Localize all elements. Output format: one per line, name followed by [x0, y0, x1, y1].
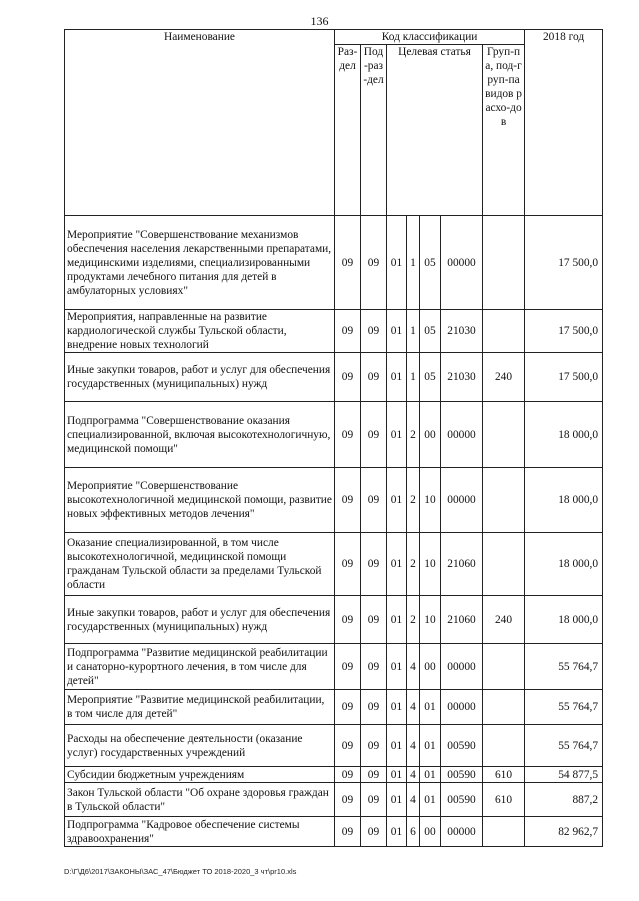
- row-expense-group: [483, 402, 525, 468]
- table-row: [65, 533, 603, 596]
- row-razdel: 09: [335, 216, 361, 310]
- row-podrazdel: 09: [361, 690, 387, 725]
- row-target-direction: 00000: [441, 817, 483, 847]
- row-podrazdel: 09: [361, 468, 387, 533]
- row-name: Субсидии бюджетным учреждениям: [65, 767, 335, 783]
- header-year: 2018 год: [525, 30, 603, 216]
- row-target-direction: 21060: [441, 596, 483, 644]
- table-row: [65, 468, 603, 533]
- row-expense-group: 610: [483, 783, 525, 817]
- row-target-event: 00: [420, 817, 441, 847]
- row-target-subprogram: 1: [407, 310, 420, 353]
- page-number: 136: [310, 14, 329, 28]
- row-target-program: 01: [387, 644, 407, 690]
- header-name: Наименование: [65, 30, 335, 216]
- row-target-subprogram: 4: [407, 644, 420, 690]
- row-target-subprogram: 6: [407, 817, 420, 847]
- row-target-subprogram: 4: [407, 690, 420, 725]
- row-expense-group: [483, 817, 525, 847]
- row-value-2018: 54 877,5: [525, 767, 603, 783]
- row-target-event: 01: [420, 783, 441, 817]
- row-expense-group: [483, 310, 525, 353]
- row-razdel: 09: [335, 690, 361, 725]
- row-target-event: 05: [420, 216, 441, 310]
- row-value-2018: 18 000,0: [525, 596, 603, 644]
- row-target-event: 10: [420, 596, 441, 644]
- row-value-2018: 887,2: [525, 783, 603, 817]
- row-target-direction: 21060: [441, 533, 483, 596]
- row-value-2018: 55 764,7: [525, 644, 603, 690]
- table-row: [65, 216, 603, 310]
- row-podrazdel: 09: [361, 402, 387, 468]
- row-target-program: 01: [387, 725, 407, 767]
- row-target-program: 01: [387, 216, 407, 310]
- row-target-event: 01: [420, 725, 441, 767]
- row-target-program: 01: [387, 468, 407, 533]
- row-target-direction: 21030: [441, 353, 483, 402]
- row-target-direction: 00000: [441, 468, 483, 533]
- file-path-footer: D:\Г\Д6\2017\ЗАКОНЫ\ЗАС_47\Бюджет ТО 2018-2020_3 чт\pr10.xls: [64, 867, 297, 876]
- row-target-subprogram: 4: [407, 725, 420, 767]
- row-target-program: 01: [387, 310, 407, 353]
- row-value-2018: 82 962,7: [525, 817, 603, 847]
- row-razdel: 09: [335, 402, 361, 468]
- row-podrazdel: 09: [361, 310, 387, 353]
- row-razdel: 09: [335, 468, 361, 533]
- row-target-subprogram: 2: [407, 468, 420, 533]
- row-podrazdel: 09: [361, 644, 387, 690]
- row-name: Мероприятия, направленные на развитие кардиологической службы Тульской области, внедрение новых технологий: [65, 310, 335, 353]
- row-target-direction: 00590: [441, 725, 483, 767]
- row-target-subprogram: 4: [407, 783, 420, 817]
- header-podrazdel: Под-раз-дел: [361, 45, 387, 216]
- row-target-program: 01: [387, 767, 407, 783]
- row-name: Подпрограмма "Развитие медицинской реабилитации и санаторно-курортного лечения, в том числе для детей": [65, 644, 335, 690]
- row-value-2018: 18 000,0: [525, 468, 603, 533]
- row-razdel: 09: [335, 783, 361, 817]
- row-razdel: 09: [335, 767, 361, 783]
- row-target-program: 01: [387, 533, 407, 596]
- row-razdel: 09: [335, 817, 361, 847]
- row-razdel: 09: [335, 596, 361, 644]
- row-target-program: 01: [387, 402, 407, 468]
- table-row: [65, 353, 603, 402]
- row-value-2018: 17 500,0: [525, 310, 603, 353]
- row-target-subprogram: 2: [407, 402, 420, 468]
- row-target-subprogram: 2: [407, 533, 420, 596]
- budget-table: [64, 29, 603, 847]
- row-expense-group: [483, 216, 525, 310]
- row-target-subprogram: 4: [407, 767, 420, 783]
- row-name: Расходы на обеспечение деятельности (оказание услуг) государственных учреждений: [65, 725, 335, 767]
- row-podrazdel: 09: [361, 353, 387, 402]
- header-classification: Код классификации: [335, 30, 525, 45]
- row-target-program: 01: [387, 353, 407, 402]
- row-razdel: 09: [335, 725, 361, 767]
- row-podrazdel: 09: [361, 783, 387, 817]
- header-target: Целевая статья: [387, 45, 483, 216]
- row-expense-group: [483, 644, 525, 690]
- row-expense-group: [483, 690, 525, 725]
- header-razdel: Раз-дел: [335, 45, 361, 216]
- row-target-direction: 00590: [441, 783, 483, 817]
- row-expense-group: [483, 533, 525, 596]
- row-podrazdel: 09: [361, 725, 387, 767]
- row-target-program: 01: [387, 690, 407, 725]
- row-name: Иные закупки товаров, работ и услуг для обеспечения государственных (муниципальных) нужд: [65, 596, 335, 644]
- row-target-direction: 00590: [441, 767, 483, 783]
- row-target-subprogram: 2: [407, 596, 420, 644]
- row-target-event: 05: [420, 353, 441, 402]
- row-target-subprogram: 1: [407, 216, 420, 310]
- row-podrazdel: 09: [361, 533, 387, 596]
- table-row: [65, 596, 603, 644]
- row-value-2018: 18 000,0: [525, 402, 603, 468]
- row-value-2018: 17 500,0: [525, 353, 603, 402]
- row-name: Мероприятие "Развитие медицинской реабилитации, в том числе для детей": [65, 690, 335, 725]
- header-group: Груп-па, под-груп-па видов расхо-дов: [483, 45, 525, 216]
- row-name: Оказание специализированной, в том числе высокотехнологичной, медицинской помощи гражданам Тульской области за пределами Тульской области: [65, 533, 335, 596]
- row-target-program: 01: [387, 783, 407, 817]
- row-podrazdel: 09: [361, 596, 387, 644]
- row-name: Подпрограмма "Совершенствование оказания специализированной, включая высокотехнологичную, медицинской помощи": [65, 402, 335, 468]
- table-row: [65, 783, 603, 817]
- row-target-subprogram: 1: [407, 353, 420, 402]
- row-value-2018: 18 000,0: [525, 533, 603, 596]
- table-row: [65, 402, 603, 468]
- table-row: [65, 817, 603, 847]
- row-razdel: 09: [335, 533, 361, 596]
- row-name: Закон Тульской области "Об охране здоровья граждан в Тульской области": [65, 783, 335, 817]
- row-razdel: 09: [335, 310, 361, 353]
- row-target-event: 10: [420, 468, 441, 533]
- row-razdel: 09: [335, 644, 361, 690]
- row-expense-group: [483, 725, 525, 767]
- row-target-direction: 00000: [441, 690, 483, 725]
- row-target-event: 00: [420, 644, 441, 690]
- row-target-event: 01: [420, 690, 441, 725]
- row-target-event: 05: [420, 310, 441, 353]
- row-podrazdel: 09: [361, 767, 387, 783]
- row-expense-group: 240: [483, 596, 525, 644]
- row-target-program: 01: [387, 596, 407, 644]
- row-value-2018: 17 500,0: [525, 216, 603, 310]
- row-expense-group: [483, 468, 525, 533]
- row-name: Мероприятие "Совершенствование высокотехнологичной медицинской помощи, развитие новых эффективных методов лечения": [65, 468, 335, 533]
- row-podrazdel: 09: [361, 817, 387, 847]
- row-target-program: 01: [387, 817, 407, 847]
- row-target-direction: 21030: [441, 310, 483, 353]
- row-name: Мероприятие "Совершенствование механизмов обеспечения населения лекарственными препаратами, медицинскими изделиями, специализированными продуктами лечебного питания для детей в амбулаторных условиях": [65, 216, 335, 310]
- row-value-2018: 55 764,7: [525, 725, 603, 767]
- row-razdel: 09: [335, 353, 361, 402]
- row-expense-group: 240: [483, 353, 525, 402]
- row-target-event: 01: [420, 767, 441, 783]
- table-row: [65, 644, 603, 690]
- row-target-event: 00: [420, 402, 441, 468]
- table-row: [65, 690, 603, 725]
- row-target-event: 10: [420, 533, 441, 596]
- table-body: [65, 216, 603, 847]
- row-value-2018: 55 764,7: [525, 690, 603, 725]
- row-name: Иные закупки товаров, работ и услуг для обеспечения государственных (муниципальных) нужд: [65, 353, 335, 402]
- row-name: Подпрограмма "Кадровое обеспечение системы здравоохранения": [65, 817, 335, 847]
- table-row: [65, 767, 603, 783]
- table-row: [65, 725, 603, 767]
- row-target-direction: 00000: [441, 402, 483, 468]
- row-target-direction: 00000: [441, 644, 483, 690]
- table-row: [65, 310, 603, 353]
- row-expense-group: 610: [483, 767, 525, 783]
- row-podrazdel: 09: [361, 216, 387, 310]
- row-target-direction: 00000: [441, 216, 483, 310]
